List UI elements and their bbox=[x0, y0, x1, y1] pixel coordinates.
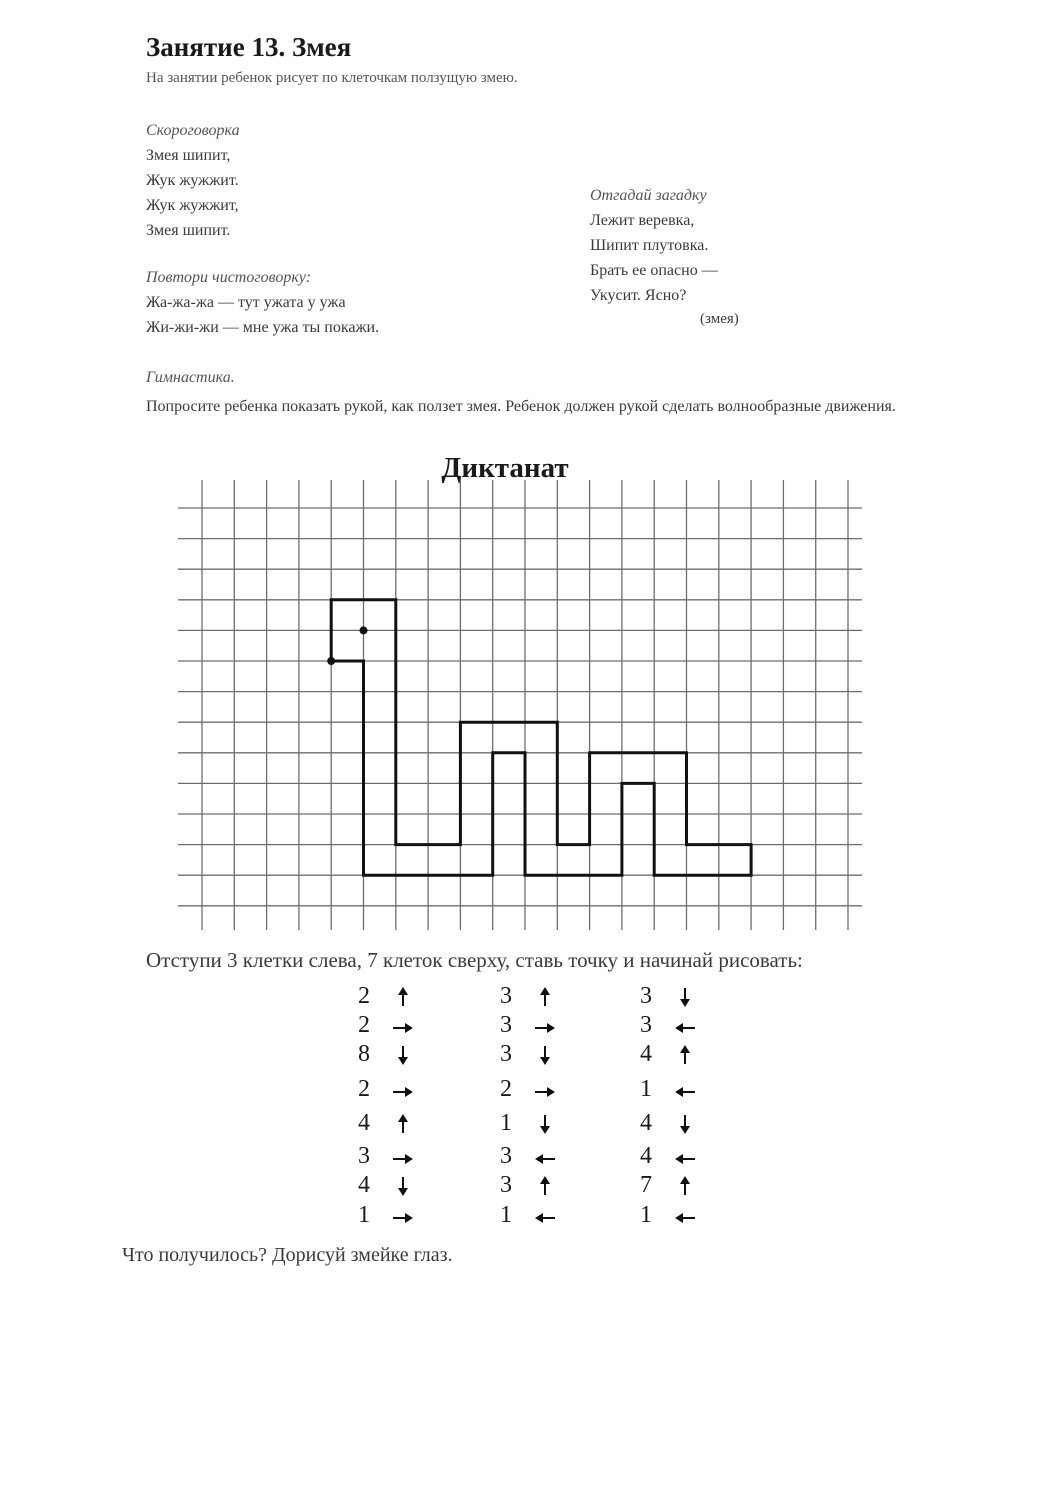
riddle-line: Брать ее опасно — bbox=[590, 262, 718, 279]
step-count: 1 bbox=[500, 1110, 512, 1136]
arrow-left-icon bbox=[674, 1085, 696, 1104]
step-count: 3 bbox=[640, 1012, 652, 1038]
arrow-right-icon bbox=[534, 1085, 556, 1104]
arrow-down-icon bbox=[538, 1114, 552, 1139]
arrow-down-icon bbox=[678, 1114, 692, 1139]
lesson-intro: На занятии ребенок рисует по клеточкам ползущую змею. bbox=[146, 70, 518, 86]
step-count: 1 bbox=[500, 1202, 512, 1228]
snake-drawing bbox=[327, 600, 751, 875]
step-count: 8 bbox=[358, 1041, 370, 1067]
riddle-heading: Отгадай загадку bbox=[590, 187, 707, 204]
arrow-right-icon bbox=[392, 1021, 414, 1040]
step-count: 2 bbox=[358, 983, 370, 1009]
tongue-twister-line: Змея шипит. bbox=[146, 222, 231, 239]
step-count: 3 bbox=[500, 1012, 512, 1038]
step-count: 3 bbox=[640, 983, 652, 1009]
step-count: 4 bbox=[358, 1110, 370, 1136]
step-count: 4 bbox=[358, 1172, 370, 1198]
riddle-line: Шипит плутовка. bbox=[590, 237, 709, 254]
arrow-down-icon bbox=[396, 1045, 410, 1070]
pure-saying-line: Жи-жи-жи — мне ужа ты покажи. bbox=[146, 319, 380, 336]
arrow-up-icon bbox=[678, 1045, 692, 1070]
step-count: 4 bbox=[640, 1110, 652, 1136]
arrow-up-icon bbox=[538, 1176, 552, 1201]
pure-saying-heading: Повтори чистоговорку: bbox=[146, 269, 312, 286]
arrow-left-icon bbox=[534, 1211, 556, 1230]
arrow-right-icon bbox=[392, 1211, 414, 1230]
riddle-line: Лежит веревка, bbox=[590, 212, 695, 229]
step-count: 3 bbox=[500, 1172, 512, 1198]
step-count: 3 bbox=[500, 1143, 512, 1169]
closing-question: Что получилось? Дорисуй змейке глаз. bbox=[122, 1244, 453, 1266]
arrow-right-icon bbox=[534, 1021, 556, 1040]
arrow-up-icon bbox=[396, 1114, 410, 1139]
arrow-down-icon bbox=[538, 1045, 552, 1070]
snake-eye bbox=[360, 626, 368, 634]
arrow-up-icon bbox=[396, 987, 410, 1012]
step-count: 3 bbox=[500, 1041, 512, 1067]
dictation-title: Диктанат bbox=[441, 452, 569, 484]
step-count: 7 bbox=[640, 1172, 652, 1198]
gymnastics-text: Попросите ребенка показать рукой, как ползет змея. Ребенок должен рукой сделать волнообразные движения. bbox=[146, 398, 896, 415]
riddle-line: Укусит. Ясно? bbox=[590, 287, 687, 304]
step-count: 3 bbox=[358, 1143, 370, 1169]
tongue-twister-line: Жук жужжит. bbox=[146, 172, 239, 189]
arrow-left-icon bbox=[534, 1152, 556, 1171]
tongue-twister-heading: Скороговорка bbox=[146, 122, 240, 139]
step-count: 4 bbox=[640, 1041, 652, 1067]
step-count: 3 bbox=[500, 983, 512, 1009]
arrow-up-icon bbox=[678, 1176, 692, 1201]
arrow-up-icon bbox=[538, 987, 552, 1012]
arrow-right-icon bbox=[392, 1085, 414, 1104]
arrow-right-icon bbox=[392, 1152, 414, 1171]
tongue-twister-line: Жук жужжит, bbox=[146, 197, 239, 214]
dictation-instruction: Отступи 3 клетки слева, 7 клеток сверху, ставь точку и начинай рисовать: bbox=[146, 948, 803, 972]
arrow-left-icon bbox=[674, 1211, 696, 1230]
step-count: 1 bbox=[640, 1076, 652, 1102]
tongue-twister-line: Змея шипит, bbox=[146, 147, 231, 164]
step-count: 1 bbox=[358, 1202, 370, 1228]
arrow-down-icon bbox=[678, 987, 692, 1012]
grid-lines bbox=[178, 480, 862, 930]
arrow-down-icon bbox=[396, 1176, 410, 1201]
step-count: 2 bbox=[358, 1076, 370, 1102]
lesson-title: Занятие 13. Змея bbox=[146, 32, 352, 62]
step-count: 4 bbox=[640, 1143, 652, 1169]
riddle-answer: (змея) bbox=[700, 311, 739, 327]
step-count: 1 bbox=[640, 1202, 652, 1228]
gymnastics-heading: Гимнастика. bbox=[146, 369, 235, 386]
step-count: 2 bbox=[500, 1076, 512, 1102]
start-point bbox=[327, 657, 335, 665]
pure-saying-line: Жа-жа-жа — тут ужата у ужа bbox=[146, 294, 346, 311]
step-count: 2 bbox=[358, 1012, 370, 1038]
arrow-left-icon bbox=[674, 1152, 696, 1171]
snake-outline bbox=[331, 600, 751, 875]
arrow-left-icon bbox=[674, 1021, 696, 1040]
